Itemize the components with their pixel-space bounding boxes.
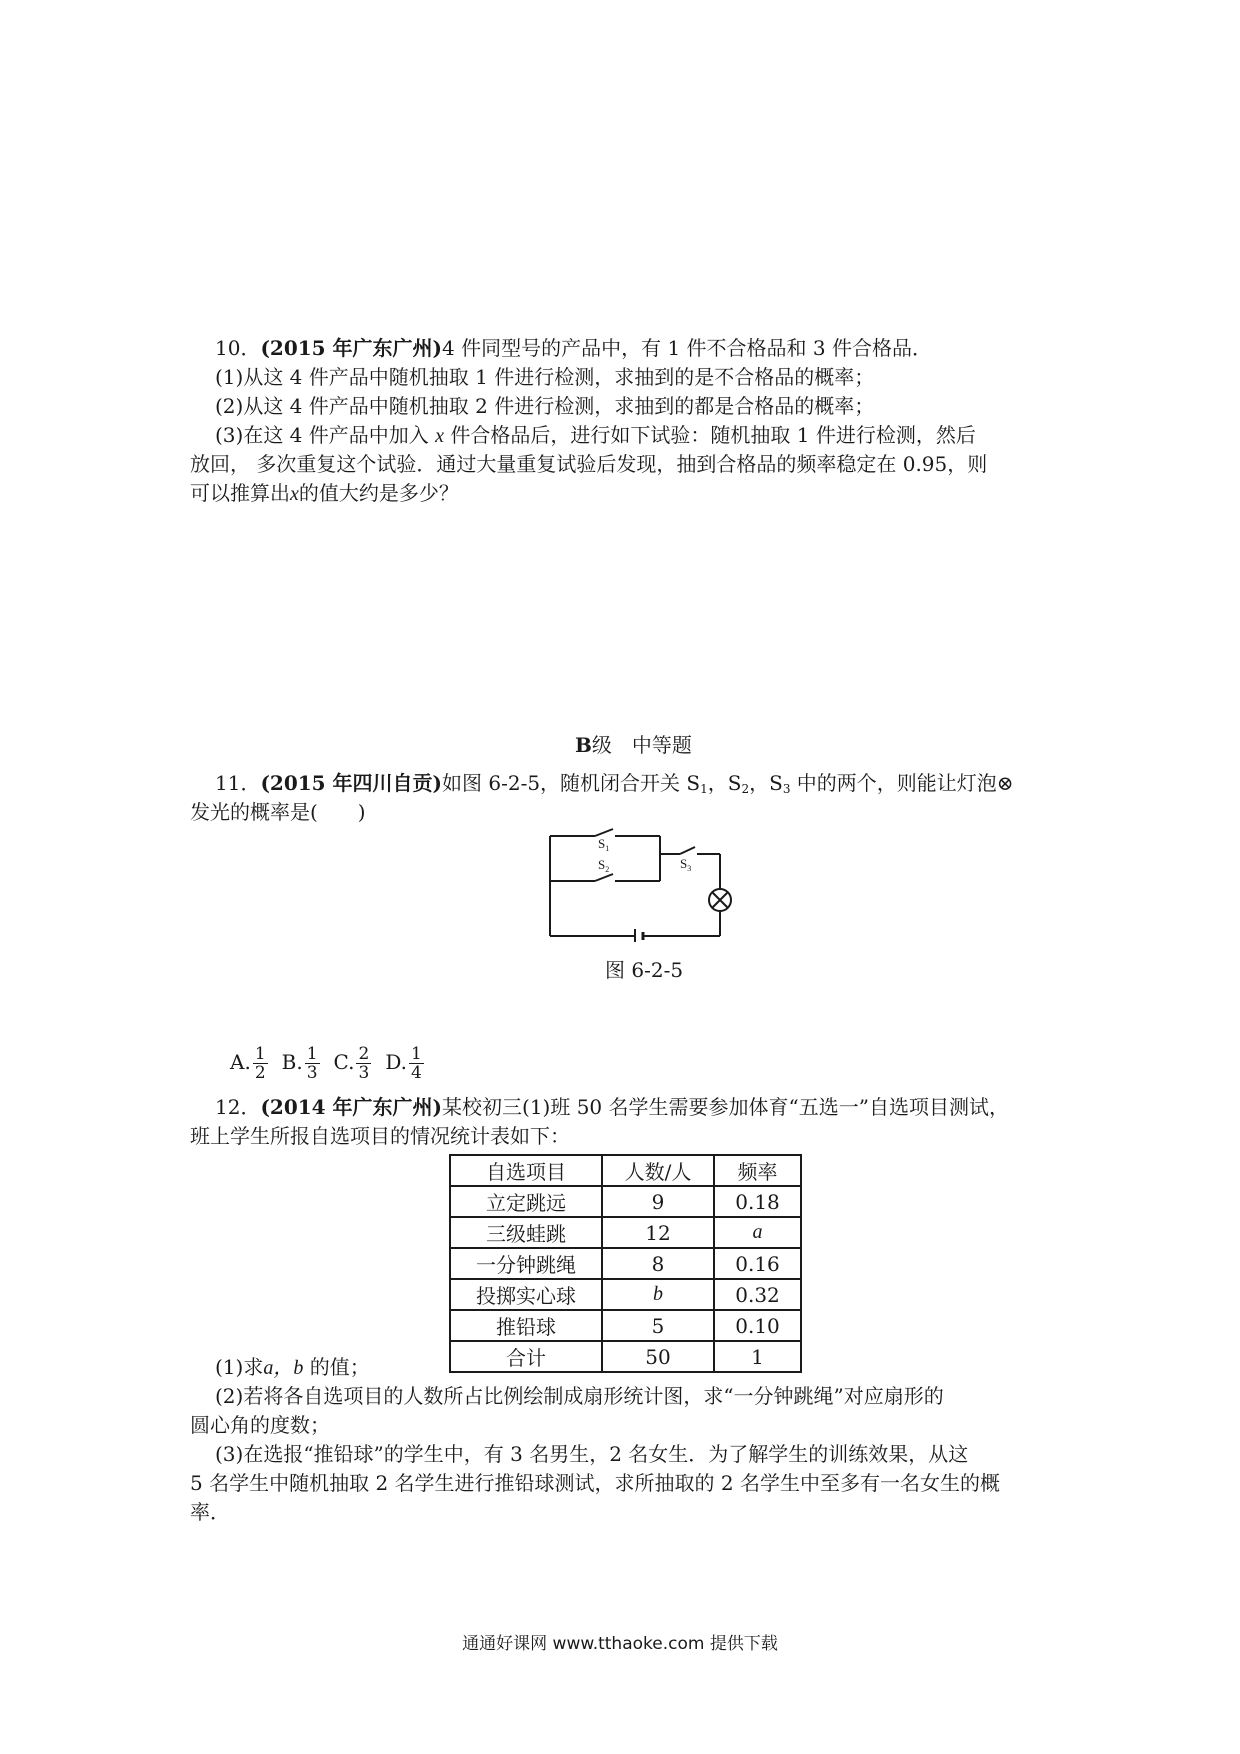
option-d: D. $\frac{1}{4}$ [385, 1044, 422, 1083]
table-row: 立定跳远 9 0.18 [450, 1186, 801, 1217]
q11-stem: 11．(2015 年四川自贡)如图 6-2-5，随机闭合开关 $S_1$，$S_2$，$S_3$ 中的两个，则能让灯泡⊗ [215, 771, 1014, 796]
q10-part1: (1)从这 4 件产品中随机抽取 1 件进行检测，求抽到的是不合格品的概率； [215, 365, 875, 389]
q10-part3-line3: 可以推算出x的值大约是多少？ [190, 481, 459, 505]
table-row: 合计 50 1 [450, 1341, 801, 1372]
switch-s3-blade [680, 847, 695, 854]
q10-stem: 10．(2015 年广东广州)4 件同型号的产品中，有 1 件不合格品和 3 件合格品． [215, 336, 932, 360]
q10-part3-line1: (3)在这 4 件产品中加入 x 件合格品后，进行如下试验：随机抽取 1 件进行检测，然后 [215, 423, 976, 447]
table-header-row: 自选项目 人数/人 频率 [450, 1155, 801, 1186]
table-row: 三级蛙跳 12 a [450, 1217, 801, 1248]
page-footer: 通通好课网 www.tthaoke.com 提供下载 [462, 1634, 778, 1654]
q11-stem-line2: 发光的概率是( ) [190, 800, 366, 824]
switch-s3-label: $S_3$ [680, 856, 692, 873]
option-c: C. $\frac{2}{3}$ [333, 1044, 370, 1083]
table-row: 推铅球 5 0.10 [450, 1310, 801, 1341]
q10-part3-line2: 放回， 多次重复这个试验．通过大量重复试验后发现，抽到合格品的频率稳定在 0.95，则 [190, 452, 988, 476]
q10-part2: (2)从这 4 件产品中随机抽取 2 件进行检测，求抽到的都是合格品的概率； [215, 394, 875, 418]
level-heading: B级 中等题 [575, 733, 692, 757]
stats-table [449, 1154, 802, 1373]
q12-part3-line1: (3)在选报“推铅球”的学生中，有 3 名男生，2 名女生．为了解学生的训练效果，从这 [215, 1442, 969, 1466]
option-b: B. $\frac{1}{3}$ [281, 1044, 318, 1083]
option-a: A. $\frac{1}{2}$ [230, 1044, 266, 1083]
circuit-diagram [540, 826, 770, 942]
q12-stem: 12．(2014 年广东广州)某校初三(1)班 50 名学生需要参加体育“五选一”自选项目测试， [215, 1095, 1009, 1119]
q12-part2-line1: (2)若将各自选项目的人数所占比例绘制成扇形统计图，求“一分钟跳绳”对应扇形的 [215, 1384, 944, 1408]
q12-part2-line2: 圆心角的度数； [190, 1413, 330, 1437]
switch-s1-label: $S_1$ [598, 836, 610, 853]
table-row: 一分钟跳绳 8 0.16 [450, 1248, 801, 1279]
q10-source: (2015 年广东广州) [260, 336, 443, 360]
q12-part3-line2: 5 名学生中随机抽取 2 名学生进行推铅球测试，求所抽取的 2 名学生中至多有一名女生的概 [190, 1471, 1000, 1495]
table-row: 投掷实心球 b 0.32 [450, 1279, 801, 1310]
figure-caption: 图 6-2-5 [605, 958, 684, 982]
switch-s1-blade [595, 829, 613, 836]
q12-part3-line3: 率． [190, 1500, 230, 1524]
q10-number: 10． [215, 336, 261, 360]
q11-options [230, 1042, 438, 1082]
switch-s2-blade [595, 874, 613, 881]
q12-part1: (1)求a，b 的值； [215, 1355, 370, 1379]
q12-stem-line2: 班上学生所报自选项目的情况统计表如下： [190, 1124, 570, 1148]
switch-s2-label: $S_2$ [598, 857, 610, 874]
